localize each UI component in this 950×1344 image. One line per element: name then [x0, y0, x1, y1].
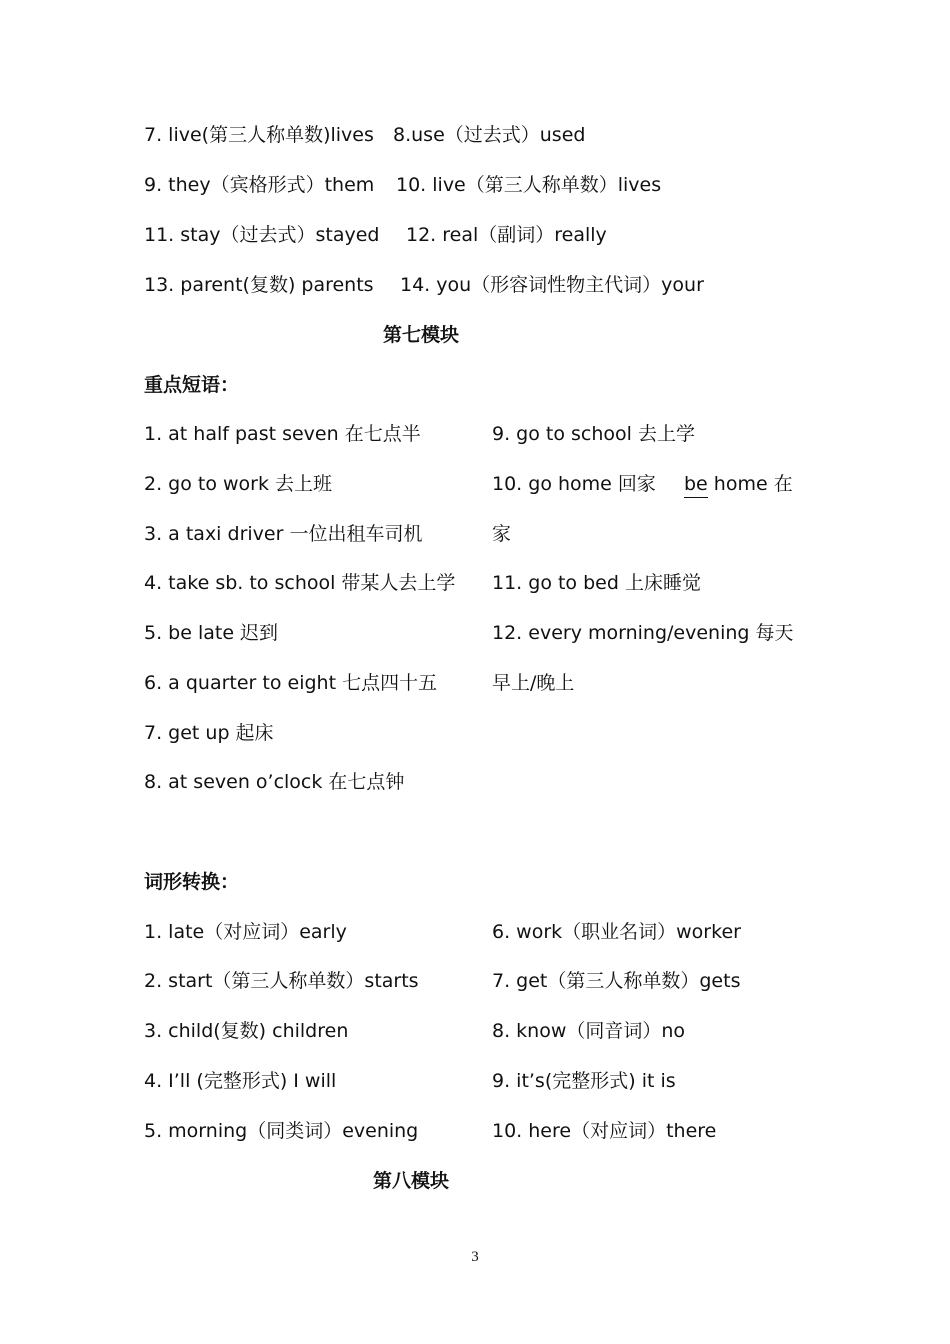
phrase-item: 4. take sb. to school 带某人去上学	[144, 572, 456, 594]
word-form-item: 6. work（职业名词）worker	[492, 921, 741, 943]
page-number: 3	[471, 1249, 479, 1265]
phrase-item-be-home	[684, 472, 793, 496]
underlined-word: be	[684, 473, 708, 498]
word-form-item: 1. late（对应词）early	[144, 921, 347, 943]
word-form-item: 10. live（第三人称单数）lives	[396, 174, 662, 196]
section-heading-word-forms: 词形转换：	[144, 871, 240, 893]
word-form-item: 8. know（同音词）no	[492, 1020, 686, 1042]
phrase-item: 11. go to bed 上床睡觉	[492, 572, 701, 594]
phrase-item-continuation: 家	[492, 523, 512, 545]
word-form-item: 2. start（第三人称单数）starts	[144, 970, 419, 992]
word-form-item: 8.use（过去式）used	[393, 124, 586, 146]
word-form-item: 13. parent(复数) parents	[144, 274, 374, 296]
word-form-item: 5. morning（同类词）evening	[144, 1120, 419, 1142]
word-form-item: 9. it’s(完整形式) it is	[492, 1070, 676, 1092]
word-form-item: 4. I’ll (完整形式) I will	[144, 1070, 337, 1092]
section-heading-phrases: 重点短语：	[144, 374, 240, 396]
phrase-text: home 在	[707, 473, 793, 495]
phrase-item: 12. every morning/evening 每天	[492, 622, 794, 644]
phrase-item: 2. go to work 去上班	[144, 473, 333, 495]
word-form-item: 14. you（形容词性物主代词）your	[400, 274, 704, 296]
word-form-item: 11. stay（过去式）stayed	[144, 224, 380, 246]
module-title: 第八模块	[373, 1170, 450, 1192]
phrase-item: 8. at seven o’clock 在七点钟	[144, 771, 405, 793]
phrase-item-continuation: 早上/晚上	[492, 672, 575, 694]
word-form-item: 7. get（第三人称单数）gets	[492, 970, 741, 992]
word-form-item: 9. they（宾格形式）them	[144, 174, 375, 196]
phrase-item: 5. be late 迟到	[144, 622, 279, 644]
word-form-item: 10. here（对应词）there	[492, 1120, 717, 1142]
phrase-item: 9. go to school 去上学	[492, 423, 695, 445]
phrase-item: 1. at half past seven 在七点半	[144, 423, 421, 445]
word-form-item: 7. live(第三人称单数)lives	[144, 124, 374, 146]
word-form-item: 3. child(复数) children	[144, 1020, 349, 1042]
phrase-item: 10. go home 回家	[492, 473, 656, 495]
phrase-item: 7. get up 起床	[144, 722, 274, 744]
word-form-item: 12. real（副词）really	[406, 224, 607, 246]
module-title: 第七模块	[383, 324, 460, 346]
phrase-item: 6. a quarter to eight 七点四十五	[144, 672, 438, 694]
phrase-item: 3. a taxi driver 一位出租车司机	[144, 523, 423, 545]
